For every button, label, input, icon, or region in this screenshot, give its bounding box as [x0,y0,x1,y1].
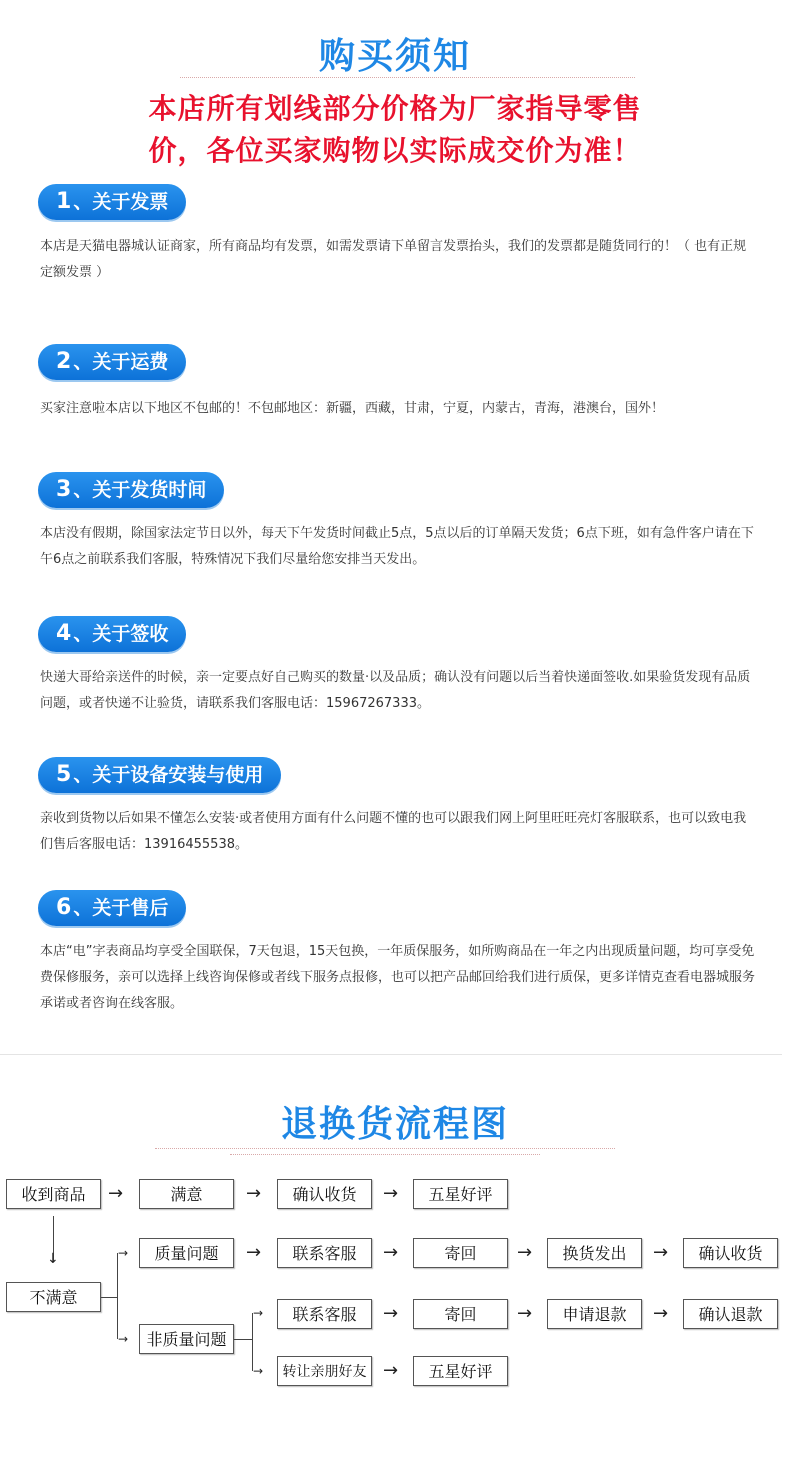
flow-send-back-2: 寄回 [413,1299,508,1329]
flow-branch-connector [101,1297,117,1298]
flow-down-arrow: ↓ [47,1251,59,1267]
flow-contact-service-2: 联系客服 [277,1299,372,1329]
flow-five-star-review-2: 五星好评 [413,1356,508,1386]
flow-arrow: → [108,1183,124,1204]
flow-arrow: → [118,1332,129,1346]
flow-five-star-review: 五星好评 [413,1179,508,1209]
section-sign-for-text: 快递大哥给亲送件的时候，亲一定要点好自己购买的数量·以及品质；确认没有问题以后当着快递面签收.如果验货发现有品质问题，或者快递不让验货，请联系我们客服电话：15967267333。 [40,670,751,711]
flow-satisfied: 满意 [139,1179,234,1209]
flow-non-quality-issue: 非质量问题 [139,1324,234,1354]
flow-apply-refund: 申请退款 [547,1299,642,1329]
flow-title-divider [155,1148,615,1149]
section-sign-for-heading: 4 、关于签收 [38,616,186,652]
flow-arrow: → [118,1246,129,1260]
price-notice-line2: 价，各位买家购物以实际成交价为准！ [148,134,642,167]
flow-arrow: → [653,1303,669,1324]
section-install-use-heading: 5 、关于设备安装与使用 [38,757,281,793]
flow-receive-goods: 收到商品 [6,1179,101,1209]
flow-arrow: → [246,1183,262,1204]
flow-contact-service: 联系客服 [277,1238,372,1268]
section-shipping-fee-text: 买家注意啦本店以下地区不包邮的！不包邮地区：新疆，西藏，甘肃，宁夏，内蒙古，青海，港澳台，国外！ [40,401,665,416]
flow-confirm-refund: 确认退款 [683,1299,778,1329]
flow-arrow: → [253,1364,264,1378]
flow-arrow: → [383,1303,399,1324]
flow-arrow: → [246,1242,262,1263]
flow-quality-issue: 质量问题 [139,1238,234,1268]
flow-arrow: → [383,1183,399,1204]
section-after-sales-text: 本店“电”字表商品均享受全国联保，7天包退，15天包换，一年质保服务，如所购商品在一年之内出现质量问题，均可享受免费保修服务，亲可以选择上线咨询保修或者线下服务点报修，也可以把产品邮回给我们进行质保，更多详情克查看电器城服务承诺或者咨询在线客服。 [40,944,756,1011]
flow-confirm-receipt-2: 确认收货 [683,1238,778,1268]
flow-unsatisfied: 不满意 [6,1282,101,1312]
flow-arrow: → [383,1242,399,1263]
section-install-use-text: 亲收到货物以后如果不懂怎么安装·或者使用方面有什么问题不懂的也可以跟我们网上阿里旺旺亮灯客服联系，也可以致电我们售后客服电话：13916455538。 [40,811,747,852]
flow-title-divider-2 [230,1154,540,1155]
section-shipping-time-text: 本店没有假期，除国家法定节日以外，每天下午发货时间截止5点，5点以后的订单隔天发货；6点下班，如有急件客户请在下午6点之前联系我们客服，特殊情况下我们尽量给您安排当天发出。 [40,526,754,567]
section-divider [0,1054,782,1055]
section-shipping-fee-heading: 2 、关于运费 [38,344,186,380]
flow-arrow: → [517,1303,533,1324]
title-divider [180,77,635,78]
section-invoice-text: 本店是天猫电器城认证商家，所有商品均有发票，如需发票请下单留言发票抬头，我们的发票都是随货同行的！（ 也有正规定额发票 ） [40,239,747,280]
flow-send-back: 寄回 [413,1238,508,1268]
flow-arrow: → [383,1360,399,1381]
flow-confirm-receipt: 确认收货 [277,1179,372,1209]
flow-transfer-to-friends: 转让亲朋好友 [277,1356,372,1386]
purchase-notice-title: 购买须知 [318,36,471,77]
flow-arrow: → [653,1242,669,1263]
flow-branch-vertical [117,1253,118,1339]
flow-branch-connector-2 [234,1339,252,1340]
flow-arrow: → [253,1306,264,1320]
flow-arrow: → [517,1242,533,1263]
section-after-sales-heading: 6 、关于售后 [38,890,186,926]
section-shipping-time-heading: 3 、关于发货时间 [38,472,224,508]
section-invoice-heading: 1 、关于发票 [38,184,186,220]
return-flow-title: 退换货流程图 [280,1104,509,1145]
flow-exchange-shipped: 换货发出 [547,1238,642,1268]
price-notice-line1: 本店所有划线部分价格为厂家指导零售 [148,92,642,125]
